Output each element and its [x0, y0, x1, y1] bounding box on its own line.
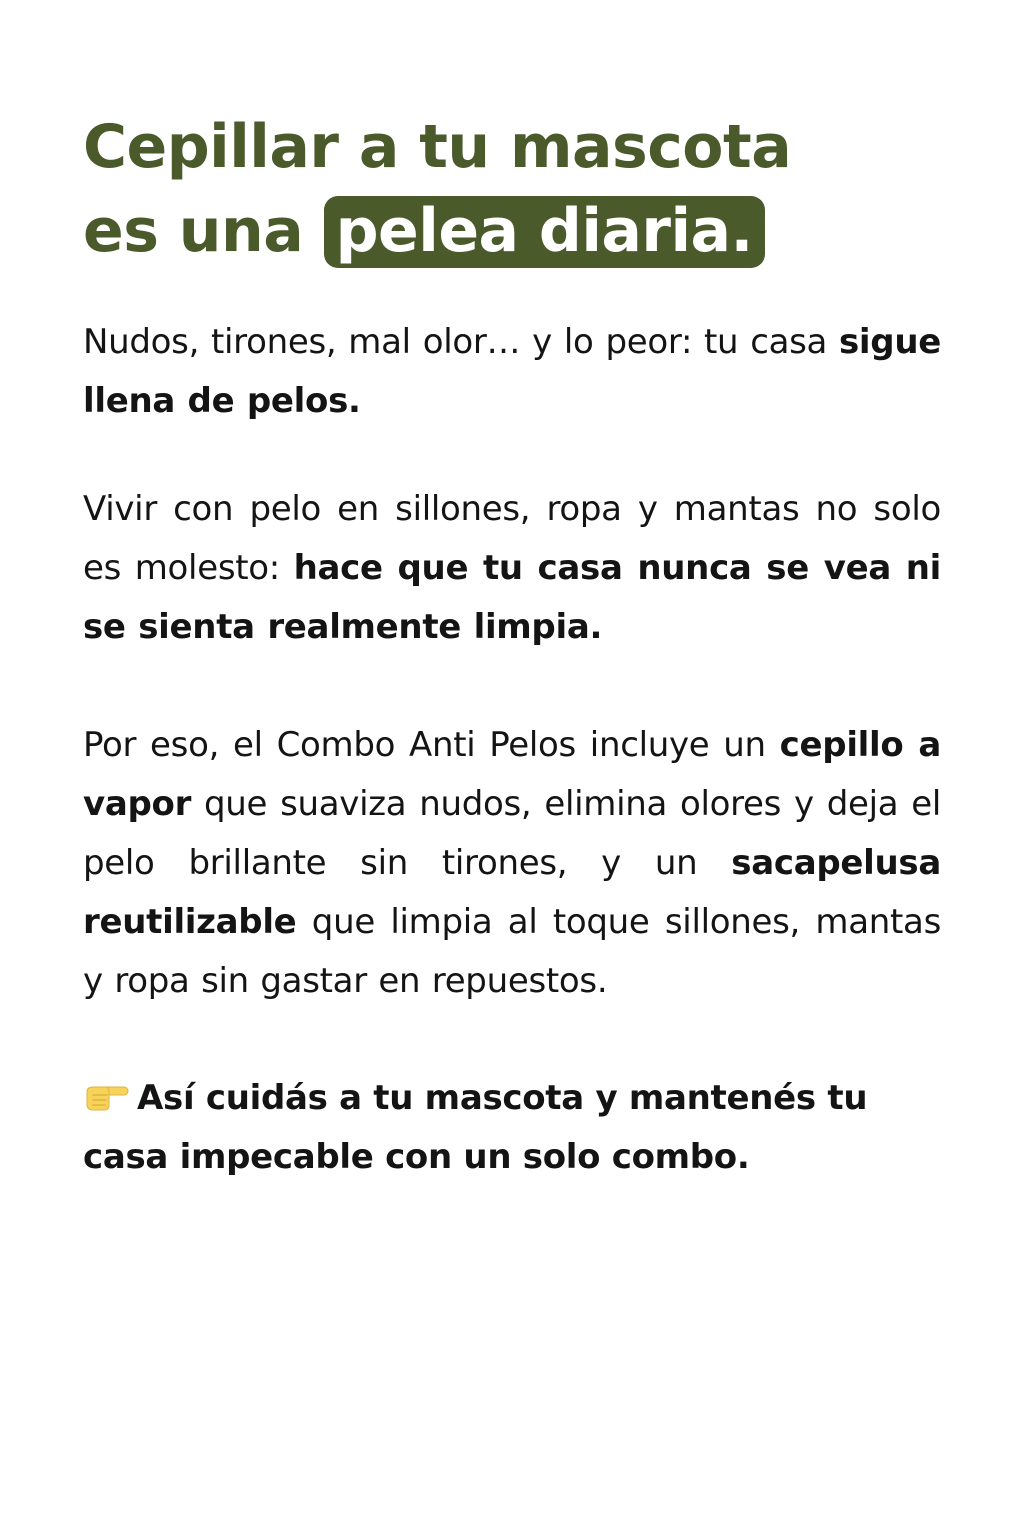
paragraph-solution-bold-1: cepillo a vapor [83, 725, 941, 824]
call-to-action [83, 1069, 941, 1187]
headline-line-1: Cepillar a tu mascota [83, 112, 792, 182]
paragraph-solution-text-3: que limpia al toque sillones, mantas y ropa sin gastar en repuestos. [83, 902, 941, 1001]
paragraph-consequence-text: Vivir con pelo en sillones, ropa y mantas no solo es molesto: [83, 489, 941, 588]
call-to-action-text: Así cuidás a tu mascota y mantenés tu casa impecable con un solo combo. [83, 1078, 868, 1177]
paragraph-problem-text: Nudos, tirones, mal olor… y lo peor: tu casa [83, 322, 839, 362]
headline-line-2-lead: es una [83, 196, 304, 266]
paragraph-consequence-bold: hace que tu casa nunca se vea ni se sienta realmente limpia. [83, 548, 941, 647]
paragraph-consequence [83, 480, 941, 657]
paragraph-problem-bold: sigue llena de pelos. [83, 322, 941, 421]
paragraph-solution-bold-2: sacapelusa reutilizable [83, 843, 941, 942]
paragraph-solution [83, 716, 941, 1011]
headline [83, 105, 941, 273]
headline-highlight: pelea diaria. [324, 196, 765, 268]
paragraph-problem [83, 313, 941, 431]
pointing-hand-icon [83, 1071, 129, 1101]
paragraph-solution-text-1: Por eso, el Combo Anti Pelos incluye un [83, 725, 780, 765]
main-content [83, 105, 941, 1221]
paragraph-solution-text-2: que suaviza nudos, elimina olores y deja el pelo brillante sin tirones, y un [83, 784, 941, 883]
